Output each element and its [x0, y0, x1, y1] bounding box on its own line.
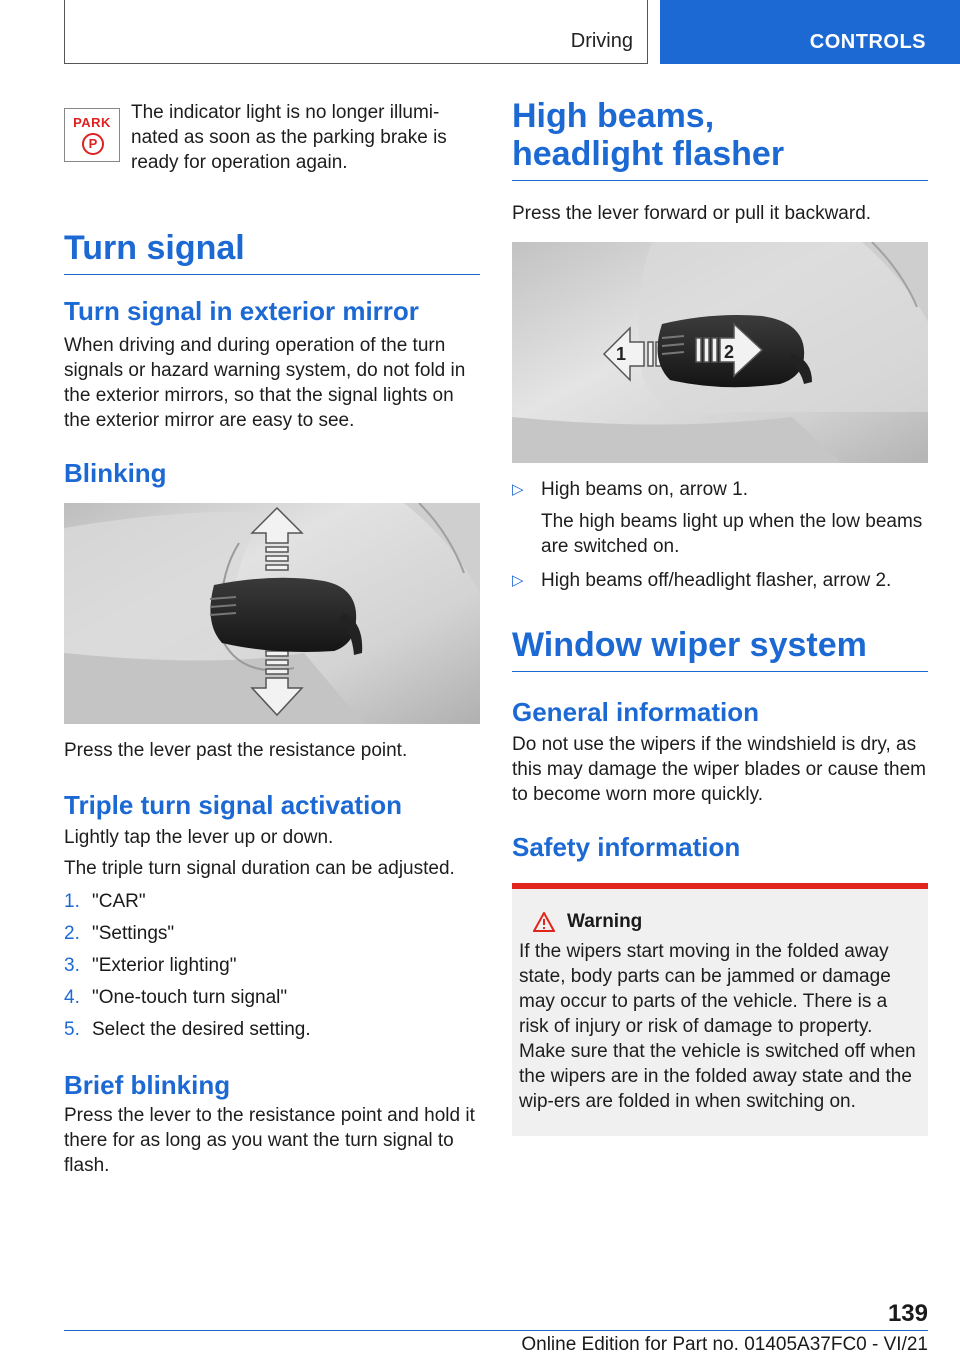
warning-label: Warning — [567, 911, 643, 932]
step-text: "Settings" — [92, 923, 175, 944]
general-text: Do not use the wipers if the windshield is dry, as this may damage the wiper blades or cause them to become worn more quickly. — [512, 734, 926, 805]
bullet-text: High beams off/headlight flasher, arrow 2. — [541, 570, 892, 591]
safety-heading: Safety information — [512, 832, 741, 862]
step-number: 5. — [64, 1019, 80, 1040]
step-number: 3. — [64, 955, 80, 976]
blinking-text: Press the lever past the resistance point. — [64, 740, 408, 761]
wiper-title: Window wiper system — [512, 625, 928, 672]
list-item — [64, 1017, 480, 1049]
park-icon-symbol: P — [82, 133, 104, 155]
park-note — [64, 96, 480, 212]
triple-text-2: The triple turn signal duration can be adjusted. — [64, 858, 455, 879]
triangle-bullet-icon: ▷ — [512, 481, 524, 498]
header-chapter-label: CONTROLS — [809, 31, 926, 53]
bullet-subtext: The high beams light up when the low beams are switched on. — [541, 511, 923, 557]
high-beams-text: Press the lever forward or pull it backward. — [512, 203, 872, 224]
header-section-box — [64, 0, 648, 64]
list-item — [64, 985, 480, 1017]
high-beams-title-line-2: headlight flasher — [512, 134, 928, 181]
bullet-text: High beams on, arrow 1. — [541, 479, 748, 500]
list-item — [64, 889, 480, 921]
brief-text: Press the lever to the resistance point and hold it there for as long as you want the turn signal to flash. — [64, 1105, 475, 1176]
mirror-heading: Turn signal in exterior mirror — [64, 296, 419, 326]
step-text: "One-touch turn signal" — [92, 987, 288, 1008]
arrow-2-label: 2 — [724, 342, 735, 362]
high-beams-lever-photo — [512, 242, 928, 463]
header-chapter-box — [660, 0, 960, 64]
step-text: "CAR" — [92, 891, 146, 912]
park-icon-label: PARK — [73, 115, 111, 130]
mirror-text: When driving and during operation of the turn signals or hazard warning system, do not fold in the exterior mirrors, so that the signal lights on the exterior mirror are easy to see. — [64, 335, 466, 431]
edition-note: Online Edition for Part no. 01405A37FC0 - VI/21 — [521, 1334, 928, 1355]
left-column — [64, 96, 480, 1178]
park-note-text: The indicator light is no longer illumi-nated as soon as the parking brake is ready for operation again. — [131, 102, 447, 173]
step-number: 1. — [64, 891, 80, 912]
high-beams-bullets — [512, 477, 928, 593]
footer-divider — [64, 1330, 928, 1331]
step-text: "Exterior lighting" — [92, 955, 237, 976]
turn-signal-title: Turn signal — [64, 228, 480, 275]
warning-box — [512, 883, 928, 1136]
warning-triangle-icon — [533, 912, 555, 932]
step-text: Select the desired setting. — [92, 1019, 311, 1040]
list-item — [512, 477, 928, 559]
right-column — [512, 96, 928, 1136]
list-item — [512, 568, 928, 593]
header-section-label: Driving — [570, 30, 633, 52]
warning-header — [519, 911, 922, 933]
triple-text-1: Lightly tap the lever up or down. — [64, 827, 334, 848]
high-beam-lever-illustration — [512, 242, 928, 463]
arrow-1-label: 1 — [616, 344, 627, 364]
turn-signal-lever-illustration — [64, 503, 480, 724]
list-item — [64, 921, 480, 953]
brief-heading: Brief blinking — [64, 1070, 231, 1100]
general-heading: General information — [512, 697, 760, 727]
high-beams-title-line-1: High beams, — [512, 97, 715, 135]
step-number: 4. — [64, 987, 80, 1008]
step-number: 2. — [64, 923, 80, 944]
settings-steps — [64, 889, 480, 1049]
warning-text: If the wipers start moving in the folded away state, body parts can be jammed or damage may occur to parts of the vehicle. There is a risk of injury or risk of damage to property. Make sure that the vehicle is switched off when the wipers are in the folded away state and the wip-ers are folded in when switching on. — [519, 941, 916, 1112]
park-brake-icon — [64, 108, 120, 162]
blinking-heading: Blinking — [64, 458, 167, 488]
triangle-bullet-icon: ▷ — [512, 572, 524, 589]
list-item — [64, 953, 480, 985]
triple-heading: Triple turn signal activation — [64, 790, 403, 820]
blinking-lever-photo — [64, 503, 480, 724]
page-number: 139 — [887, 1300, 928, 1327]
